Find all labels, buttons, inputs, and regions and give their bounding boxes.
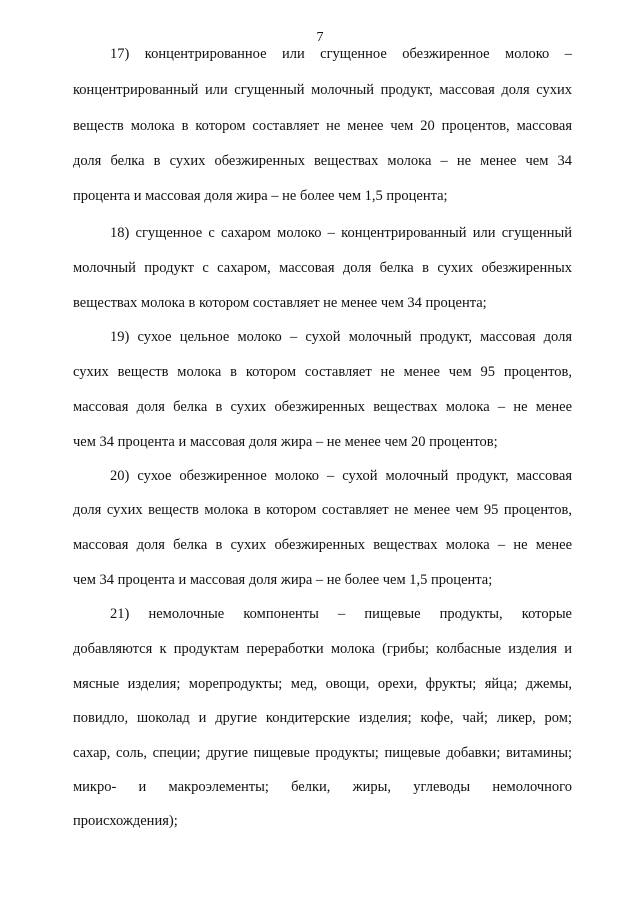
page-number: 7 <box>316 30 324 45</box>
paragraph-19-line-4: чем 34 процента и массовая доля жира – не менее чем 20 процентов; <box>73 434 498 450</box>
paragraph-18-line-3: веществах молока в котором составляет не менее чем 34 процента; <box>73 295 487 311</box>
paragraph-21-line-2: добавляются к продуктам переработки молока (грибы; колбасные изделия и <box>73 641 572 657</box>
paragraph-21-line-1: 21) немолочные компоненты – пищевые продукты, которые <box>110 606 572 622</box>
paragraph-20-line-1: 20) сухое обезжиренное молоко – сухой молочный продукт, массовая <box>110 468 572 484</box>
paragraph-21-line-4: повидло, шоколад и другие кондитерские изделия; кофе, чай; ликер, ром; <box>73 710 572 726</box>
paragraph-21-line-6: микро- и макроэлементы; белки, жиры, углеводы немолочного <box>73 779 572 795</box>
paragraph-17-line-5: процента и массовая доля жира – не более чем 1,5 процента; <box>73 188 448 204</box>
paragraph-20-line-2: доля сухих веществ молока в котором составляет не менее чем 95 процентов, <box>73 502 572 518</box>
paragraph-19-line-2: сухих веществ молока в котором составляет не менее чем 95 процентов, <box>73 364 572 380</box>
paragraph-17-line-1: 17) концентрированное или сгущенное обезжиренное молоко – <box>110 46 572 62</box>
paragraph-18-line-1: 18) сгущенное с сахаром молоко – концентрированный или сгущенный <box>110 225 572 241</box>
paragraph-17-line-2: концентрированный или сгущенный молочный продукт, массовая доля сухих <box>73 82 572 98</box>
paragraph-17-line-3: веществ молока в котором составляет не менее чем 20 процентов, массовая <box>73 118 572 134</box>
paragraph-20-line-4: чем 34 процента и массовая доля жира – не более чем 1,5 процента; <box>73 572 493 588</box>
paragraph-19-line-1: 19) сухое цельное молоко – сухой молочный продукт, массовая доля <box>110 329 572 345</box>
paragraph-19-line-3: массовая доля белка в сухих обезжиренных веществах молока – не менее <box>73 399 572 415</box>
paragraph-20-line-3: массовая доля белка в сухих обезжиренных веществах молока – не менее <box>73 537 572 553</box>
paragraph-17-line-4: доля белка в сухих обезжиренных веществах молока – не менее чем 34 <box>73 153 572 169</box>
paragraph-21-line-5: сахар, соль, специи; другие пищевые продукты; пищевые добавки; витамины; <box>73 745 572 761</box>
paragraph-21-line-7: происхождения); <box>73 813 178 829</box>
paragraph-18-line-2: молочный продукт с сахаром, массовая доля белка в сухих обезжиренных <box>73 260 572 276</box>
paragraph-21-line-3: мясные изделия; морепродукты; мед, овощи, орехи, фрукты; яйца; джемы, <box>73 676 572 692</box>
